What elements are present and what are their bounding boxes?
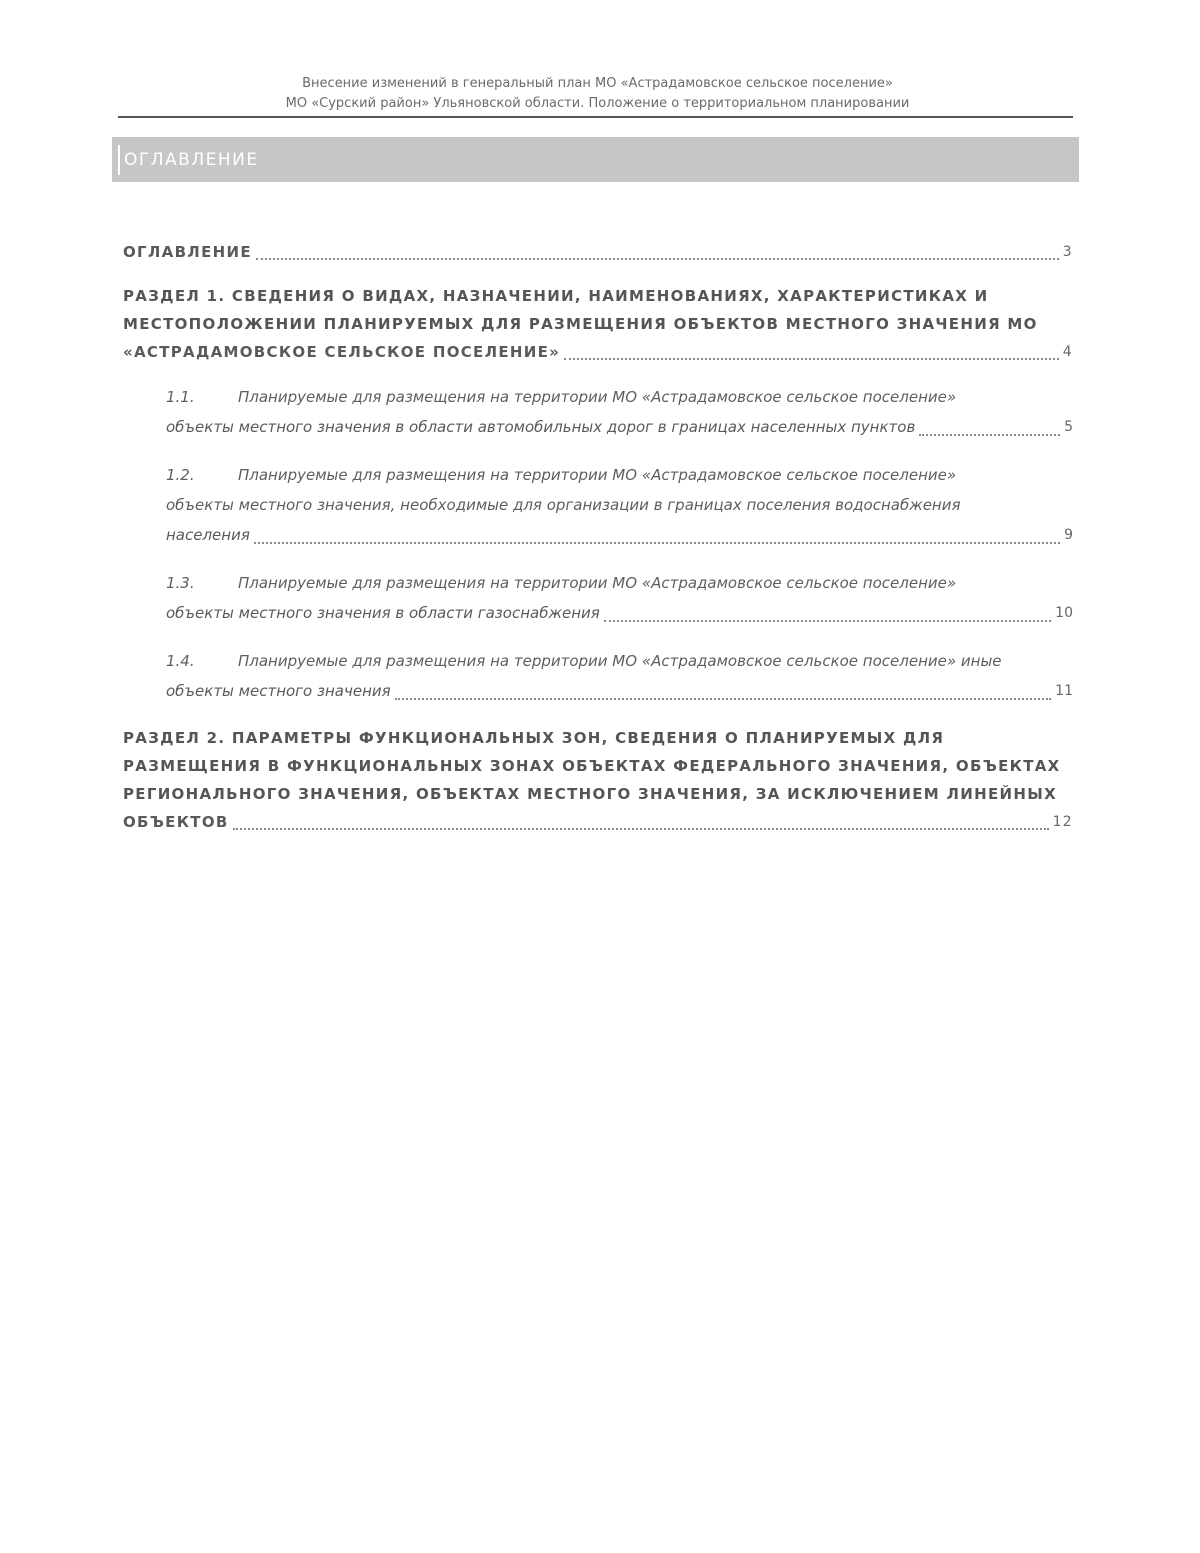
toc-entry-number: 1.4. — [166, 652, 195, 670]
toc-leader-dots — [395, 698, 1052, 700]
table-of-contents — [123, 238, 1073, 852]
toc-leader-dots — [564, 358, 1059, 360]
toc-entry-number: 1.1. — [166, 388, 195, 406]
toc-entry-section-1[interactable] — [123, 282, 1073, 366]
toc-entry-line: населения — [166, 526, 250, 544]
toc-entry-line: «АСТРАДАМОВСКОЕ СЕЛЬСКОЕ ПОСЕЛЕНИЕ» — [123, 343, 561, 361]
toc-entry-line: Планируемые для размещения на территории МО «Астрадамовское сельское поселение» — [238, 574, 957, 592]
toc-entry-1-3[interactable] — [166, 568, 1073, 628]
toc-leader-dots — [254, 542, 1060, 544]
running-header — [120, 74, 1075, 114]
toc-page-number: 4 — [1062, 344, 1073, 360]
toc-page-number: 3 — [1062, 244, 1073, 260]
toc-page-number: 9 — [1064, 527, 1073, 543]
toc-entry-line: объекты местного значения, необходимые для организации в границах поселения водоснабжения — [166, 496, 961, 514]
toc-entry-title: ОГЛАВЛЕНИЕ — [123, 243, 252, 261]
toc-entry-line: Планируемые для размещения на территории МО «Астрадамовское сельское поселение» — [238, 388, 957, 406]
toc-entry-section-2[interactable] — [123, 724, 1073, 836]
toc-page-number: 10 — [1055, 605, 1073, 621]
toc-entry-1-4[interactable] — [166, 646, 1073, 706]
toc-entry-1-1[interactable] — [166, 382, 1073, 442]
toc-leader-dots — [256, 258, 1059, 260]
toc-leader-dots — [233, 828, 1049, 830]
toc-entry-number: 1.2. — [166, 466, 195, 484]
toc-entry-line: объекты местного значения — [166, 682, 391, 700]
toc-entry-1-2[interactable] — [166, 460, 1073, 550]
toc-leader-dots — [919, 434, 1060, 436]
toc-entry-contents[interactable] — [123, 238, 1073, 266]
toc-page-number: 12 — [1052, 814, 1073, 830]
toc-entry-line: объекты местного значения в области автомобильных дорог в границах населенных пунктов — [166, 418, 916, 436]
toc-banner-title: ОГЛАВЛЕНИЕ — [124, 150, 259, 170]
toc-entry-line: ОБЪЕКТОВ — [123, 813, 229, 831]
toc-entry-line: Планируемые для размещения на территории МО «Астрадамовское сельское поселение» иные — [238, 652, 1002, 670]
toc-page-number: 11 — [1055, 683, 1073, 699]
toc-entry-line: Планируемые для размещения на территории МО «Астрадамовское сельское поселение» — [238, 466, 957, 484]
toc-entry-line: РАЗДЕЛ 1. СВЕДЕНИЯ О ВИДАХ, НАЗНАЧЕНИИ, НАИМЕНОВАНИЯХ, ХАРАКТЕРИСТИКАХ И — [123, 287, 989, 305]
toc-entry-line: РАЗМЕЩЕНИЯ В ФУНКЦИОНАЛЬНЫХ ЗОНАХ ОБЪЕКТАХ ФЕДЕРАЛЬНОГО ЗНАЧЕНИЯ, ОБЪЕКТАХ — [123, 757, 1061, 775]
running-header-line-2: МО «Сурский район» Ульяновской области. Положение о территориальном планировании — [285, 96, 910, 111]
toc-leader-dots — [604, 620, 1051, 622]
toc-entry-number: 1.3. — [166, 574, 195, 592]
toc-page-number: 5 — [1064, 419, 1073, 435]
toc-banner — [112, 137, 1079, 182]
toc-entry-line: объекты местного значения в области газоснабжения — [166, 604, 600, 622]
banner-accent-bar — [118, 145, 120, 175]
header-rule — [118, 116, 1073, 118]
toc-entry-line: МЕСТОПОЛОЖЕНИИ ПЛАНИРУЕМЫХ ДЛЯ РАЗМЕЩЕНИЯ ОБЪЕКТОВ МЕСТНОГО ЗНАЧЕНИЯ МО — [123, 315, 1038, 333]
toc-entry-line: РАЗДЕЛ 2. ПАРАМЕТРЫ ФУНКЦИОНАЛЬНЫХ ЗОН, СВЕДЕНИЯ О ПЛАНИРУЕМЫХ ДЛЯ — [123, 729, 945, 747]
running-header-line-1: Внесение изменений в генеральный план МО «Астрадамовское сельское поселение» — [302, 76, 893, 91]
toc-entry-line: РЕГИОНАЛЬНОГО ЗНАЧЕНИЯ, ОБЪЕКТАХ МЕСТНОГО ЗНАЧЕНИЯ, ЗА ИСКЛЮЧЕНИЕМ ЛИНЕЙНЫХ — [123, 785, 1057, 803]
